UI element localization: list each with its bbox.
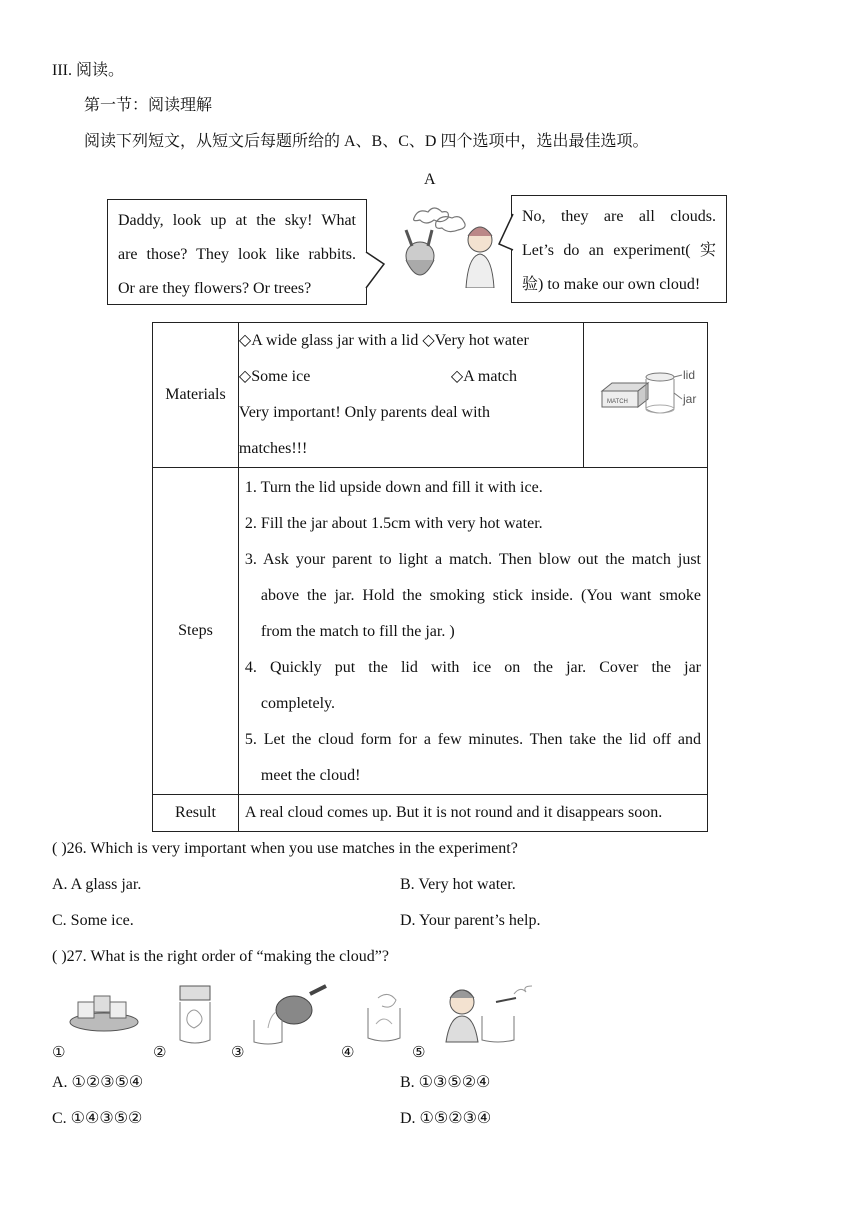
step-line: 4. Quickly put the lid with ice on the jar. Cover the jar (244, 659, 701, 676)
steps-row (153, 468, 708, 795)
left-bubble-tail (364, 250, 386, 290)
right-bubble-tail (497, 212, 515, 254)
matchbox-and-jar-illustration (590, 363, 700, 423)
matchbox-label: MATCH (607, 398, 629, 405)
bubble-line: Daddy, look up at the sky! What (118, 212, 356, 229)
bubble-line: Or are they flowers? Or trees? (118, 280, 312, 297)
boy-blowing-match-picture (444, 984, 534, 1046)
materials-row (153, 323, 708, 468)
q27-pic-label: ⑤ (412, 1043, 426, 1061)
q27-pic-label: ② (153, 1043, 167, 1061)
step-line: meet the cloud! (260, 767, 361, 784)
materials-line: Very important! Only parents deal with (238, 404, 490, 421)
q26-option-c[interactable]: C. Some ice. (52, 912, 134, 929)
material-ice: ◇Some ice (238, 368, 311, 385)
step-line: 2. Fill the jar about 1.5cm with very hot water. (244, 515, 543, 532)
q27-option-a[interactable]: A. ①②③⑤④ (52, 1074, 144, 1091)
steps-label: Steps (153, 468, 239, 795)
girl-and-father-illustration (392, 200, 510, 288)
instruction-text: 阅读下列短文，从短文后每题所给的 A、B、C、D 四个选项中，选出最佳选项。 (84, 133, 649, 150)
result-label: Result (153, 795, 239, 832)
q27-option-b[interactable]: B. ①③⑤②④ (400, 1074, 491, 1091)
steps-cell (238, 468, 707, 795)
question-27-stem: ( )27. What is the right order of “making the cloud”? (52, 948, 389, 965)
left-speech-bubble (107, 199, 367, 305)
materials-ice-match-line (239, 359, 583, 395)
step-line: from the match to fill the jar. ) (260, 623, 455, 640)
q26-option-d[interactable]: D. Your parent’s help. (400, 912, 541, 929)
bubble-line: 验) to make our own cloud! (522, 276, 701, 293)
materials-label: Materials (153, 323, 239, 468)
step-line: 5. Let the cloud form for a few minutes. Then take the lid off and (244, 731, 701, 748)
result-text: A real cloud comes up. But it is not round and it disappears soon. (238, 795, 707, 832)
q27-option-c[interactable]: C. ①④③⑤② (52, 1110, 143, 1127)
bubble-line: Let’s do an experiment( 实 (522, 242, 716, 259)
q27-option-d[interactable]: D. ①⑤②③④ (400, 1110, 492, 1127)
question-26-stem: ( )26. Which is very important when you use matches in the experiment? (52, 840, 518, 857)
ice-plate-picture (66, 990, 142, 1034)
section-heading: III. 阅读。 (52, 62, 124, 79)
result-row (153, 795, 708, 832)
q27-pic-label: ④ (341, 1043, 355, 1061)
experiment-table (152, 322, 708, 832)
q27-pic-label: ③ (231, 1043, 245, 1061)
bubble-line: are those? They look like rabbits. (118, 246, 356, 263)
materials-line: ◇A wide glass jar with a lid ◇Very hot water (238, 332, 529, 349)
step-line: completely. (260, 695, 335, 712)
q26-option-b[interactable]: B. Very hot water. (400, 876, 516, 893)
materials-image-cell (583, 323, 707, 468)
passage-label: A (424, 171, 436, 188)
jar-with-ice-lid-picture (172, 984, 224, 1046)
jar-with-smoke-picture (362, 990, 408, 1046)
step-line: 3. Ask your parent to light a match. Then blow out the match just (244, 551, 701, 568)
pouring-hot-water-picture (248, 982, 330, 1046)
jar-label: jar (683, 391, 697, 406)
materials-cell (238, 323, 583, 468)
material-match: ◇A match (450, 368, 517, 385)
q26-option-a[interactable]: A. A glass jar. (52, 876, 142, 893)
q27-pic-label: ① (52, 1043, 66, 1061)
bubble-line: No, they are all clouds. (522, 208, 716, 225)
materials-line: matches!!! (238, 440, 308, 457)
step-line: 1. Turn the lid upside down and fill it with ice. (244, 479, 543, 496)
right-speech-bubble (511, 195, 727, 303)
lid-label: lid (683, 367, 696, 382)
step-line: above the jar. Hold the smoking stick inside. (You want smoke (260, 587, 701, 604)
section-subheading: 第一节：阅读理解 (84, 97, 213, 114)
